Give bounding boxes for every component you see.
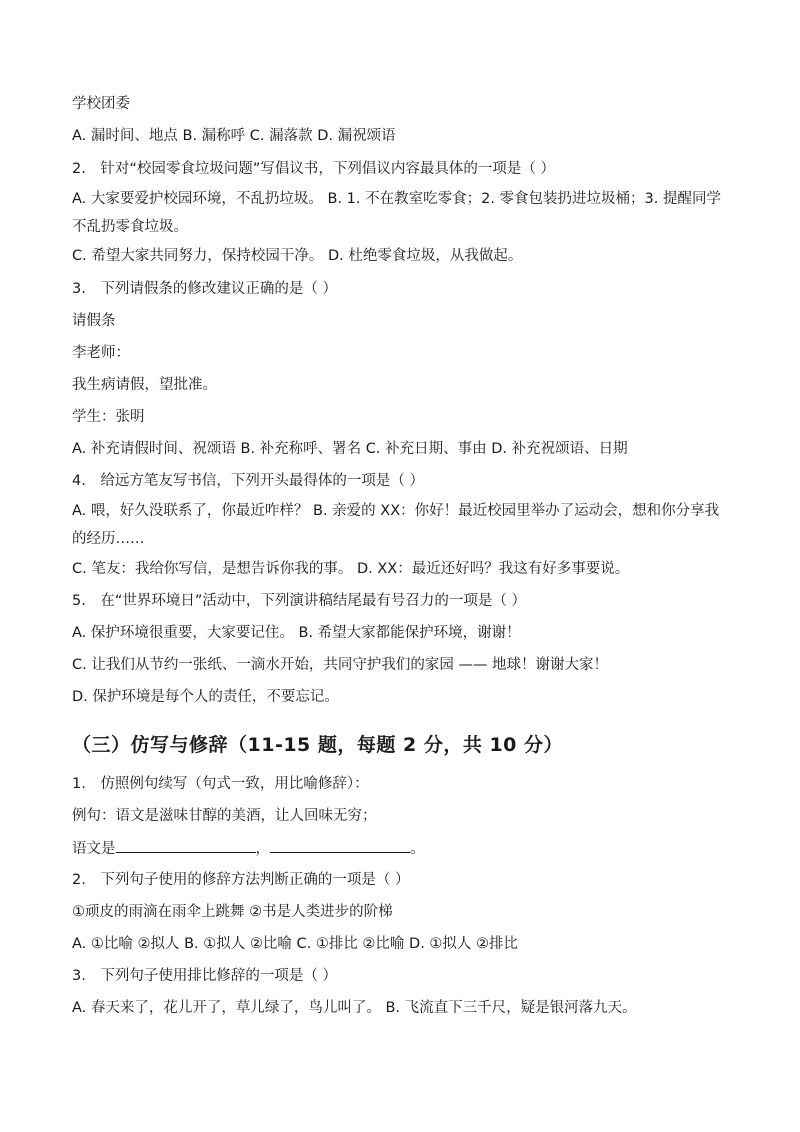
- q4-options-ab: A. 喂，好久没联系了，你最近咋样？ B. 亲爱的 XX：你好！最近校园里举办了运动会，想和你分享我的经历……: [72, 503, 720, 547]
- answer-prefix: 语文是: [72, 841, 116, 857]
- q2-options-ab: A. 大家要爱护校园环境，不乱扔垃圾。 B. 1. 不在教室吃零食；2. 零食包装扔进垃圾桶；3. 提醒同学不乱扔零食垃圾。: [72, 191, 721, 235]
- s3-q3-options-ab: A. 春天来了，花儿开了，草儿绿了，鸟儿叫了。 B. 飞流直下三千尺，疑是银河落九天。: [72, 1000, 637, 1016]
- q2-options-cd: C. 希望大家共同努力，保持校园干净。 D. 杜绝零食垃圾，从我做起。: [72, 248, 523, 264]
- leave-note-salutation: 李老师：: [72, 345, 130, 361]
- s3-q1-question: 1. 仿照例句续写（句式一致，用比喻修辞）：: [72, 776, 369, 792]
- q3-question: 3. 下列请假条的修改建议正确的是（ ）: [72, 281, 337, 297]
- answer-comma: ，: [255, 841, 270, 857]
- q5-option-c: C. 让我们从节约一张纸、一滴水开始，共同守护我们的家园 —— 地球！谢谢大家！: [72, 657, 609, 673]
- q2-question: 2. 针对“校园零食垃圾问题”写倡议书，下列倡议内容最具体的一项是（ ）: [72, 161, 555, 177]
- q3-options: A. 补充请假时间、祝颂语 B. 补充称呼、署名 C. 补充日期、事由 D. 补充祝颂语、日期: [72, 441, 628, 457]
- q5-option-d: D. 保护环境是每个人的责任，不要忘记。: [72, 689, 339, 705]
- s3-q3-question: 3. 下列句子使用排比修辞的一项是（ ）: [72, 968, 337, 984]
- s3-q2-question: 2. 下列句子使用的修辞方法判断正确的一项是（ ）: [72, 872, 410, 888]
- s3-q1-example: 例句：语文是滋味甘醇的美酒，让人回味无穷；: [72, 808, 377, 824]
- leave-note-signature: 学生：张明: [72, 409, 145, 425]
- s3-q2-options: A. ①比喻 ②拟人 B. ①拟人 ②比喻 C. ①排比 ②比喻 D. ①拟人 ②排比: [72, 936, 519, 952]
- section-heading: （三）仿写与修辞（11-15 题，每题 2 分，共 10 分）: [72, 734, 564, 756]
- s3-q2-sentences: ①顽皮的雨滴在雨伞上跳舞 ②书是人类进步的阶梯: [72, 904, 393, 920]
- q5-options-ab: A. 保护环境很重要，大家要记住。 B. 希望大家都能保护环境，谢谢！: [72, 625, 521, 641]
- s3-q1-answer-line: [72, 838, 732, 859]
- leave-note-title: 请假条: [72, 313, 116, 329]
- answer-blank-1[interactable]: [116, 838, 256, 853]
- q4-question: 4. 给远方笔友写书信，下列开头最得体的一项是（ ）: [72, 473, 424, 489]
- answer-blank-2[interactable]: [270, 838, 410, 853]
- answer-period: 。: [410, 841, 425, 857]
- q4-options-cd: C. 笔友：我给你写信，是想告诉你我的事。 D. XX：最近还好吗？我这有好多事要说。: [72, 561, 630, 577]
- q5-question: 5. 在“世界环境日”活动中，下列演讲稿结尾最有号召力的一项是（ ）: [72, 593, 526, 609]
- q1-options: A. 漏时间、地点 B. 漏称呼 C. 漏落款 D. 漏祝颂语: [72, 128, 396, 144]
- letter-signature-line: 学校团委: [72, 96, 130, 112]
- leave-note-body: 我生病请假，望批准。: [72, 377, 217, 393]
